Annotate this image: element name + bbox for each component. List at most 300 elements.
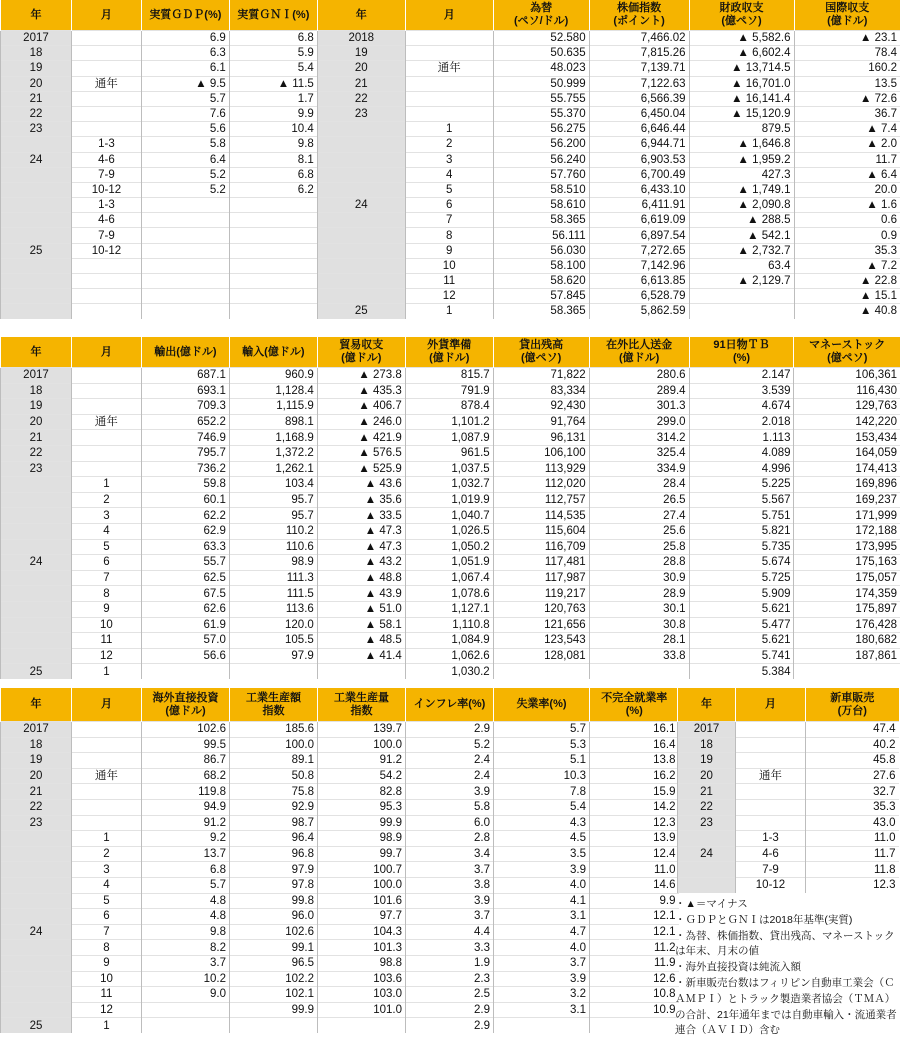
table-cell xyxy=(229,243,317,258)
table-cell: 1,372.2 xyxy=(229,445,317,461)
column-header: 不完全就業率 (%) xyxy=(590,688,679,722)
table-cell: ▲ 246.0 xyxy=(317,414,405,430)
table-cell: ▲ 51.0 xyxy=(317,601,405,617)
table-row xyxy=(1,258,900,273)
table-cell: 187,861 xyxy=(794,648,900,664)
table-cell: 7,139.71 xyxy=(589,61,689,76)
table-cell: 3 xyxy=(72,862,142,878)
table-cell: ▲ 11.5 xyxy=(229,76,317,91)
table-cell xyxy=(141,228,229,243)
table-cell: 2.9 xyxy=(406,1018,494,1033)
table-cell: 11.7 xyxy=(806,846,899,862)
table-cell: 10.2 xyxy=(142,971,230,987)
table-cell xyxy=(72,815,142,831)
table-cell: 1 xyxy=(71,477,141,493)
table-cell: 2.4 xyxy=(406,753,494,769)
table-cell: 57.0 xyxy=(141,633,229,649)
table-cell: 815.7 xyxy=(405,368,493,384)
table-cell: 6.8 xyxy=(229,167,317,182)
table-cell xyxy=(736,815,806,831)
table-cell: 102.6 xyxy=(142,722,230,738)
column-header: 工業生産量 指数 xyxy=(318,688,406,722)
table-cell: 通年 xyxy=(405,61,493,76)
table-row xyxy=(1,1002,679,1018)
table-cell: 11.0 xyxy=(590,862,679,878)
table-cell: 6.8 xyxy=(229,31,317,46)
table-cell xyxy=(1,213,72,228)
table-cell: 48.023 xyxy=(493,61,589,76)
table-cell: 1-3 xyxy=(71,137,141,152)
table-cell: 通年 xyxy=(71,414,141,430)
table-cell: 5.2 xyxy=(141,167,229,182)
table-cell: 19 xyxy=(317,46,405,61)
table-cell: ▲ 1,749.1 xyxy=(689,182,794,197)
table-cell xyxy=(1,909,72,925)
table-cell: ▲ 48.8 xyxy=(317,570,405,586)
table-row xyxy=(1,289,900,304)
table-cell: 5.674 xyxy=(689,555,794,571)
table-cell xyxy=(678,862,736,878)
table-cell xyxy=(141,289,229,304)
table-cell: 652.2 xyxy=(141,414,229,430)
table-cell: 119,217 xyxy=(493,586,589,602)
table-cell xyxy=(71,91,141,106)
column-header: 株価指数 (ポイント) xyxy=(589,0,689,31)
table-row xyxy=(678,753,899,769)
table-cell: ▲ 2,129.7 xyxy=(689,274,794,289)
table-cell: 5,862.59 xyxy=(589,304,689,319)
table-cell: ▲ 13,714.5 xyxy=(689,61,794,76)
table-cell: 2 xyxy=(405,137,493,152)
table-cell: 55.370 xyxy=(493,106,589,121)
table-row xyxy=(1,586,900,602)
table-cell xyxy=(1,274,72,289)
table-cell xyxy=(317,213,405,228)
table-cell: 7.6 xyxy=(141,106,229,121)
table-cell: 14.6 xyxy=(590,877,679,893)
table-cell: 9.9 xyxy=(229,106,317,121)
table-cell: 5.7 xyxy=(142,877,230,893)
table-cell: 1,067.4 xyxy=(405,570,493,586)
column-header: 貿易収支 (億ドル) xyxy=(317,337,405,368)
column-header: 年 xyxy=(678,688,736,722)
table-cell: 2.9 xyxy=(406,1002,494,1018)
table-cell: 116,709 xyxy=(493,539,589,555)
table-cell xyxy=(229,198,317,213)
table-row xyxy=(1,31,900,46)
table-cell: ▲ 2.0 xyxy=(794,137,900,152)
table-cell xyxy=(1,492,72,508)
table-cell: 6 xyxy=(71,555,141,571)
column-header: 年 xyxy=(1,0,72,31)
table-cell: 169,237 xyxy=(794,492,900,508)
table-cell: 4 xyxy=(72,877,142,893)
table-cell: 98.9 xyxy=(318,831,406,847)
table-cell: ▲ 41.4 xyxy=(317,648,405,664)
table-row xyxy=(1,971,679,987)
table-cell: ▲ 16,701.0 xyxy=(689,76,794,91)
table-cell: 30.1 xyxy=(589,601,689,617)
table-cell: 128,081 xyxy=(493,648,589,664)
table-cell: 112,020 xyxy=(493,477,589,493)
table-row xyxy=(1,877,679,893)
table-cell xyxy=(405,31,493,46)
table-cell: 172,188 xyxy=(794,523,900,539)
table-cell: ▲ 2,090.8 xyxy=(689,198,794,213)
table-cell: 94.9 xyxy=(142,799,230,815)
table-cell xyxy=(141,243,229,258)
table-cell: 3.8 xyxy=(406,877,494,893)
table-cell: 114,535 xyxy=(493,508,589,524)
table-cell: 5.1 xyxy=(494,753,590,769)
table-row xyxy=(1,91,900,106)
table-cell: 1-3 xyxy=(71,198,141,213)
table-row xyxy=(1,784,679,800)
table-cell: 3.9 xyxy=(494,971,590,987)
table-row xyxy=(1,213,900,228)
table-cell: ▲ 48.5 xyxy=(317,633,405,649)
table-row xyxy=(1,399,900,415)
table-cell: 6,897.54 xyxy=(589,228,689,243)
table-cell: 25 xyxy=(1,243,72,258)
table-cell: 96.0 xyxy=(230,909,318,925)
table-cell: 1 xyxy=(72,831,142,847)
table-cell: 6.9 xyxy=(141,31,229,46)
table-cell xyxy=(317,274,405,289)
table-cell: 5.4 xyxy=(229,61,317,76)
table-cell: 289.4 xyxy=(589,383,689,399)
table-cell xyxy=(230,1018,318,1033)
table-cell: 7,142.96 xyxy=(589,258,689,273)
table-cell: 142,220 xyxy=(794,414,900,430)
table-cell: 91.2 xyxy=(318,753,406,769)
t1-table xyxy=(0,0,900,319)
table-row xyxy=(1,648,900,664)
table-cell: 1,101.2 xyxy=(405,414,493,430)
table-cell xyxy=(1,289,72,304)
table-cell: 121,656 xyxy=(493,617,589,633)
table-cell: 57.760 xyxy=(493,167,589,182)
table-cell xyxy=(141,664,229,679)
table-cell: 101.6 xyxy=(318,893,406,909)
table-cell: 62.9 xyxy=(141,523,229,539)
note-line: ・新車販売台数はフィリピン自動車工業会（ＣＡＭＰＩ）とトラック製造業者協会（ＴＭＡ）の合計、21年通年までは自動車輸入・流通業者連合（ＡＶＩＤ）含む xyxy=(675,976,897,1037)
table-cell: 5.384 xyxy=(689,664,794,679)
table-cell: 91.2 xyxy=(142,815,230,831)
table-row xyxy=(1,274,900,289)
table-cell: 95.7 xyxy=(229,492,317,508)
table-row xyxy=(678,737,899,753)
table-cell xyxy=(72,753,142,769)
table-cell: 56.240 xyxy=(493,152,589,167)
table-cell: 16.2 xyxy=(590,768,679,784)
table-cell: 1-3 xyxy=(736,831,806,847)
table-cell: 110.6 xyxy=(229,539,317,555)
table-cell: 164,059 xyxy=(794,445,900,461)
table-cell: 7.8 xyxy=(494,784,590,800)
table-cell: 0.6 xyxy=(794,213,900,228)
table-cell: 3.9 xyxy=(494,862,590,878)
table-cell: 21 xyxy=(1,784,72,800)
table-row xyxy=(1,122,900,137)
table-cell: 11.2 xyxy=(590,940,679,956)
table-cell: 6,433.10 xyxy=(589,182,689,197)
table-cell xyxy=(1,539,72,555)
table-cell: 12 xyxy=(71,648,141,664)
table-cell: 55.755 xyxy=(493,91,589,106)
table-cell: ▲ 6.4 xyxy=(794,167,900,182)
table-cell: 3.9 xyxy=(406,893,494,909)
table-cell: 97.9 xyxy=(230,862,318,878)
header-row xyxy=(1,337,900,368)
table-cell: 4.8 xyxy=(142,909,230,925)
table-cell: 8 xyxy=(71,586,141,602)
table-cell xyxy=(229,213,317,228)
table-cell: 7 xyxy=(72,924,142,940)
table-cell: 1 xyxy=(71,664,141,679)
table-cell: 20 xyxy=(317,61,405,76)
table-cell: 1,040.7 xyxy=(405,508,493,524)
table-cell: 1 xyxy=(405,122,493,137)
table-cell: 24 xyxy=(1,924,72,940)
table-cell xyxy=(794,664,900,679)
table-cell xyxy=(405,91,493,106)
table-cell: 280.6 xyxy=(589,368,689,384)
table-row xyxy=(1,430,900,446)
table-cell: 5.7 xyxy=(494,722,590,738)
table-cell: 139.7 xyxy=(318,722,406,738)
table-cell: ▲ 421.9 xyxy=(317,430,405,446)
table-row xyxy=(1,182,900,197)
table-cell: 98.8 xyxy=(318,955,406,971)
column-header: 輸入(億ドル) xyxy=(229,337,317,368)
table-cell: 299.0 xyxy=(589,414,689,430)
table-cell: ▲ 288.5 xyxy=(689,213,794,228)
table-cell: 4.4 xyxy=(406,924,494,940)
table-cell: 3.539 xyxy=(689,383,794,399)
table-cell: 30.9 xyxy=(589,570,689,586)
table-cell: 21 xyxy=(317,76,405,91)
table-cell: 56.030 xyxy=(493,243,589,258)
table-row xyxy=(678,815,899,831)
table-cell: 3.2 xyxy=(494,987,590,1003)
table-cell: 0.9 xyxy=(794,228,900,243)
column-header: 実質ＧＮＩ(%) xyxy=(229,0,317,31)
table-cell: 5.4 xyxy=(494,799,590,815)
table-cell: 16.4 xyxy=(590,737,679,753)
table-cell: 67.5 xyxy=(141,586,229,602)
table-cell: 24 xyxy=(678,846,736,862)
table-cell: 21 xyxy=(1,91,72,106)
column-header: 工業生産額 指数 xyxy=(230,688,318,722)
table-row xyxy=(1,1018,679,1033)
table-cell: 1,037.5 xyxy=(405,461,493,477)
table-cell: 100.7 xyxy=(318,862,406,878)
table-row xyxy=(1,368,900,384)
table-cell: 174,359 xyxy=(794,586,900,602)
table-cell: 6.0 xyxy=(406,815,494,831)
table-cell: 28.4 xyxy=(589,477,689,493)
table-cell: 5.6 xyxy=(141,122,229,137)
table-row xyxy=(1,768,679,784)
table-cell: 2.4 xyxy=(406,768,494,784)
new-car-sales-table xyxy=(677,688,899,893)
table-cell: 6,613.85 xyxy=(589,274,689,289)
table-cell: 6,528.79 xyxy=(589,289,689,304)
column-header: 91日物ＴＢ (%) xyxy=(689,337,794,368)
table-cell xyxy=(72,799,142,815)
table-cell: 100.0 xyxy=(318,877,406,893)
table-cell: 1,078.6 xyxy=(405,586,493,602)
table-cell: 176,428 xyxy=(794,617,900,633)
table-cell: 36.7 xyxy=(794,106,900,121)
table-cell: ▲ 1,959.2 xyxy=(689,152,794,167)
table-row xyxy=(1,61,900,76)
table-row xyxy=(678,846,899,862)
table-cell: 1 xyxy=(72,1018,142,1033)
table-cell: ▲ 5,582.6 xyxy=(689,31,794,46)
table-cell: 13.8 xyxy=(590,753,679,769)
table-cell xyxy=(1,304,72,319)
table-cell: 1,019.9 xyxy=(405,492,493,508)
header-row xyxy=(1,0,900,31)
table-cell xyxy=(1,617,72,633)
table-cell xyxy=(71,383,141,399)
table-cell: 103.0 xyxy=(318,987,406,1003)
table-cell: 11.0 xyxy=(806,831,899,847)
table-cell: 4.1 xyxy=(494,893,590,909)
column-header: 在外比人送金 (億ドル) xyxy=(589,337,689,368)
table-cell: 55.7 xyxy=(141,555,229,571)
table-cell: 47.4 xyxy=(806,722,899,738)
table-cell: 12.3 xyxy=(806,877,899,892)
t3-table xyxy=(0,688,679,1033)
table-cell: 58.620 xyxy=(493,274,589,289)
table-cell: 6,944.71 xyxy=(589,137,689,152)
table-cell xyxy=(142,1018,230,1033)
table-cell: 5 xyxy=(72,893,142,909)
table-cell xyxy=(1,523,72,539)
table-cell: 12.6 xyxy=(590,971,679,987)
table-cell xyxy=(71,122,141,137)
table-cell: 106,361 xyxy=(794,368,900,384)
column-header: 輸出(億ドル) xyxy=(141,337,229,368)
table-cell: 59.8 xyxy=(141,477,229,493)
table-cell: 5.821 xyxy=(689,523,794,539)
table-cell: 19 xyxy=(678,753,736,769)
table-cell: 2017 xyxy=(1,368,72,384)
table-cell xyxy=(141,304,229,319)
table-cell xyxy=(317,243,405,258)
table-cell: 4.089 xyxy=(689,445,794,461)
table-cell: 20.0 xyxy=(794,182,900,197)
table-cell xyxy=(1,198,72,213)
table-row xyxy=(1,555,900,571)
table-row xyxy=(678,784,899,800)
table-cell: 18 xyxy=(1,46,72,61)
table-cell: ▲ 576.5 xyxy=(317,445,405,461)
table-cell: 120.0 xyxy=(229,617,317,633)
table-cell: 58.610 xyxy=(493,198,589,213)
table-cell xyxy=(405,46,493,61)
table-cell: 5.751 xyxy=(689,508,794,524)
table-cell: 4-6 xyxy=(736,846,806,862)
table-cell: 427.3 xyxy=(689,167,794,182)
table-cell xyxy=(71,399,141,415)
table-cell: 22 xyxy=(317,91,405,106)
column-header: 月 xyxy=(72,688,142,722)
table-cell: 5.621 xyxy=(689,633,794,649)
table-row xyxy=(1,570,900,586)
table-cell xyxy=(1,137,72,152)
table-cell: 56.6 xyxy=(141,648,229,664)
table-cell xyxy=(317,289,405,304)
table-cell: 6,566.39 xyxy=(589,91,689,106)
table-cell: 2018 xyxy=(317,31,405,46)
t2-table xyxy=(0,337,900,679)
table-row xyxy=(1,955,679,971)
table-cell: 56.111 xyxy=(493,228,589,243)
table-row xyxy=(678,799,899,815)
table-block-2 xyxy=(0,337,900,688)
table-cell: 33.8 xyxy=(589,648,689,664)
table-cell: 5 xyxy=(405,182,493,197)
table-cell: 11 xyxy=(405,274,493,289)
table-cell: 75.8 xyxy=(230,784,318,800)
table-cell: 9 xyxy=(72,955,142,971)
table-cell: 1,128.4 xyxy=(229,383,317,399)
table-row xyxy=(1,601,900,617)
table-cell: ▲ 406.7 xyxy=(317,399,405,415)
table-cell: 4 xyxy=(405,167,493,182)
table-cell: 7,815.26 xyxy=(589,46,689,61)
header-row xyxy=(678,688,899,722)
table-cell: 2.5 xyxy=(406,987,494,1003)
table-cell xyxy=(1,648,72,664)
table-cell: 8.1 xyxy=(229,152,317,167)
table-cell: 99.8 xyxy=(230,893,318,909)
table-cell xyxy=(317,122,405,137)
table-cell: 5.9 xyxy=(229,46,317,61)
table-cell: 7-9 xyxy=(71,228,141,243)
table-cell: 19 xyxy=(1,753,72,769)
table-cell: 68.2 xyxy=(142,768,230,784)
table-cell: 19 xyxy=(1,399,72,415)
table-row xyxy=(1,737,679,753)
table-cell: 9.9 xyxy=(590,893,679,909)
table-row xyxy=(1,846,679,862)
table-cell: 10.3 xyxy=(494,768,590,784)
table-cell: 105.5 xyxy=(229,633,317,649)
table-cell: 5 xyxy=(71,539,141,555)
table-cell: 1,026.5 xyxy=(405,523,493,539)
table-cell xyxy=(494,1018,590,1033)
table-cell xyxy=(317,664,405,679)
table-cell: 110.2 xyxy=(229,523,317,539)
table-row xyxy=(678,877,899,892)
table-cell: 169,896 xyxy=(794,477,900,493)
table-cell: 58.510 xyxy=(493,182,589,197)
table-cell xyxy=(1,601,72,617)
table-cell: 3.4 xyxy=(406,846,494,862)
column-header: マネーストック (億ペソ) xyxy=(794,337,900,368)
table-row xyxy=(1,106,900,121)
table-row xyxy=(1,664,900,679)
table-cell xyxy=(1,831,72,847)
table-cell: 99.5 xyxy=(142,737,230,753)
notes xyxy=(675,897,897,1039)
table-cell: 通年 xyxy=(72,768,142,784)
